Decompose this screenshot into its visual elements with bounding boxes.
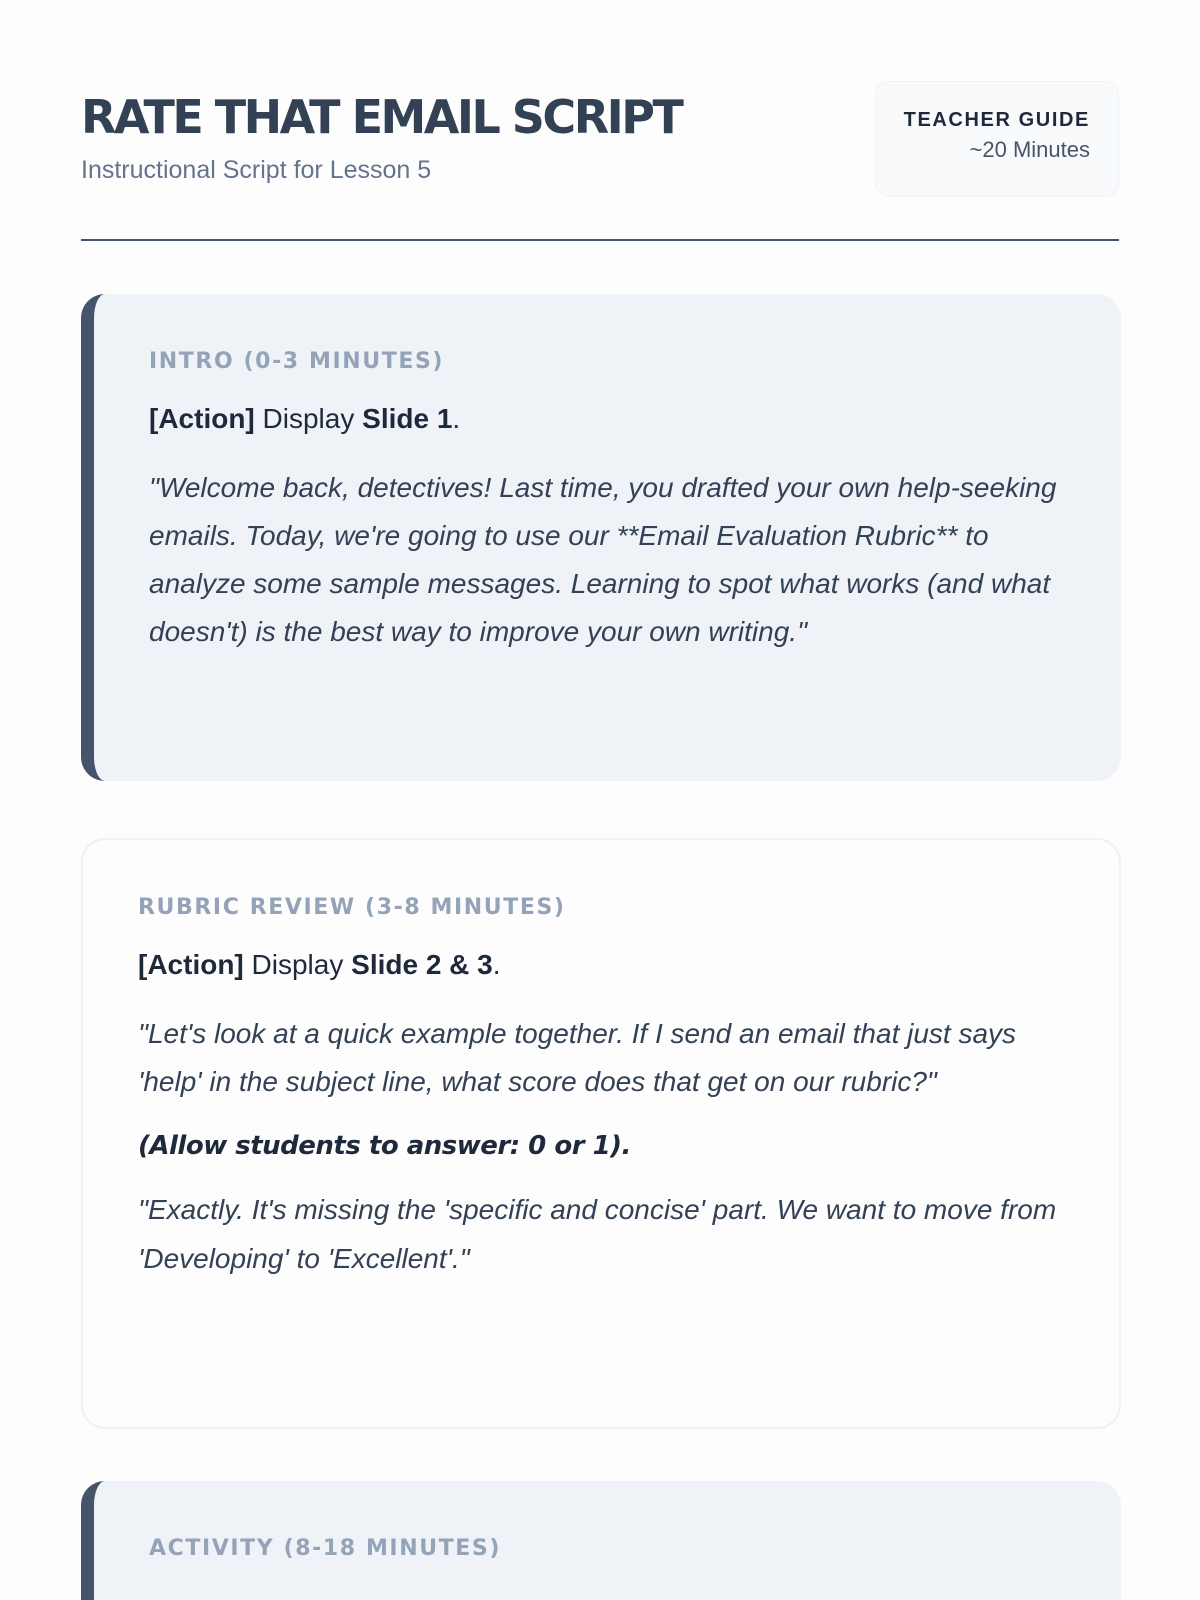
page-header xyxy=(81,0,1119,241)
action-suffix: . xyxy=(492,949,501,981)
guide-duration: ~20 Minutes xyxy=(969,137,1090,162)
script-quote-followup: "Exactly. It's missing the 'specific and concise' part. We want to move from 'Developing' to 'Excellent'." xyxy=(138,1194,1057,1274)
section-label: INTRO (0-3 MINUTES) xyxy=(149,349,445,374)
page-subtitle: Instructional Script for Lesson 5 xyxy=(81,156,432,184)
section-label: ACTIVITY (8-18 MINUTES) xyxy=(149,1536,502,1561)
teacher-note: (Allow students to answer: 0 or 1). xyxy=(138,1131,631,1162)
section-label: RUBRIC REVIEW (3-8 MINUTES) xyxy=(138,895,566,920)
section-activity xyxy=(81,1481,1121,1600)
action-suffix: . xyxy=(452,403,461,435)
action-target: Slide 2 & 3 xyxy=(351,949,493,981)
action-verb: Display xyxy=(251,949,344,981)
action-line xyxy=(138,947,1059,983)
guide-label: TEACHER GUIDE xyxy=(903,109,1090,131)
page-title: RATE THAT EMAIL SCRIPT xyxy=(81,90,682,144)
action-prefix: [Action] xyxy=(138,949,244,981)
script-quote: "Let's look at a quick example together. If I send an email that just says 'help' in the subject line, what score does that get on our rubric?" xyxy=(138,1017,1017,1097)
teacher-guide-badge xyxy=(875,81,1119,197)
section-intro xyxy=(81,294,1121,781)
section-rubric-review xyxy=(81,838,1121,1429)
action-line xyxy=(149,401,1061,437)
action-verb: Display xyxy=(262,403,355,435)
script-quote: "Welcome back, detectives! Last time, you drafted your own help-seeking emails. Today, we're going to use our **Email Evaluation Rubric** to analyze some sample messages. Learning to spot what works (and what doesn't) is the best way to improve your own writing." xyxy=(149,471,1057,648)
action-target: Slide 1 xyxy=(362,403,453,435)
action-prefix: [Action] xyxy=(149,403,255,435)
